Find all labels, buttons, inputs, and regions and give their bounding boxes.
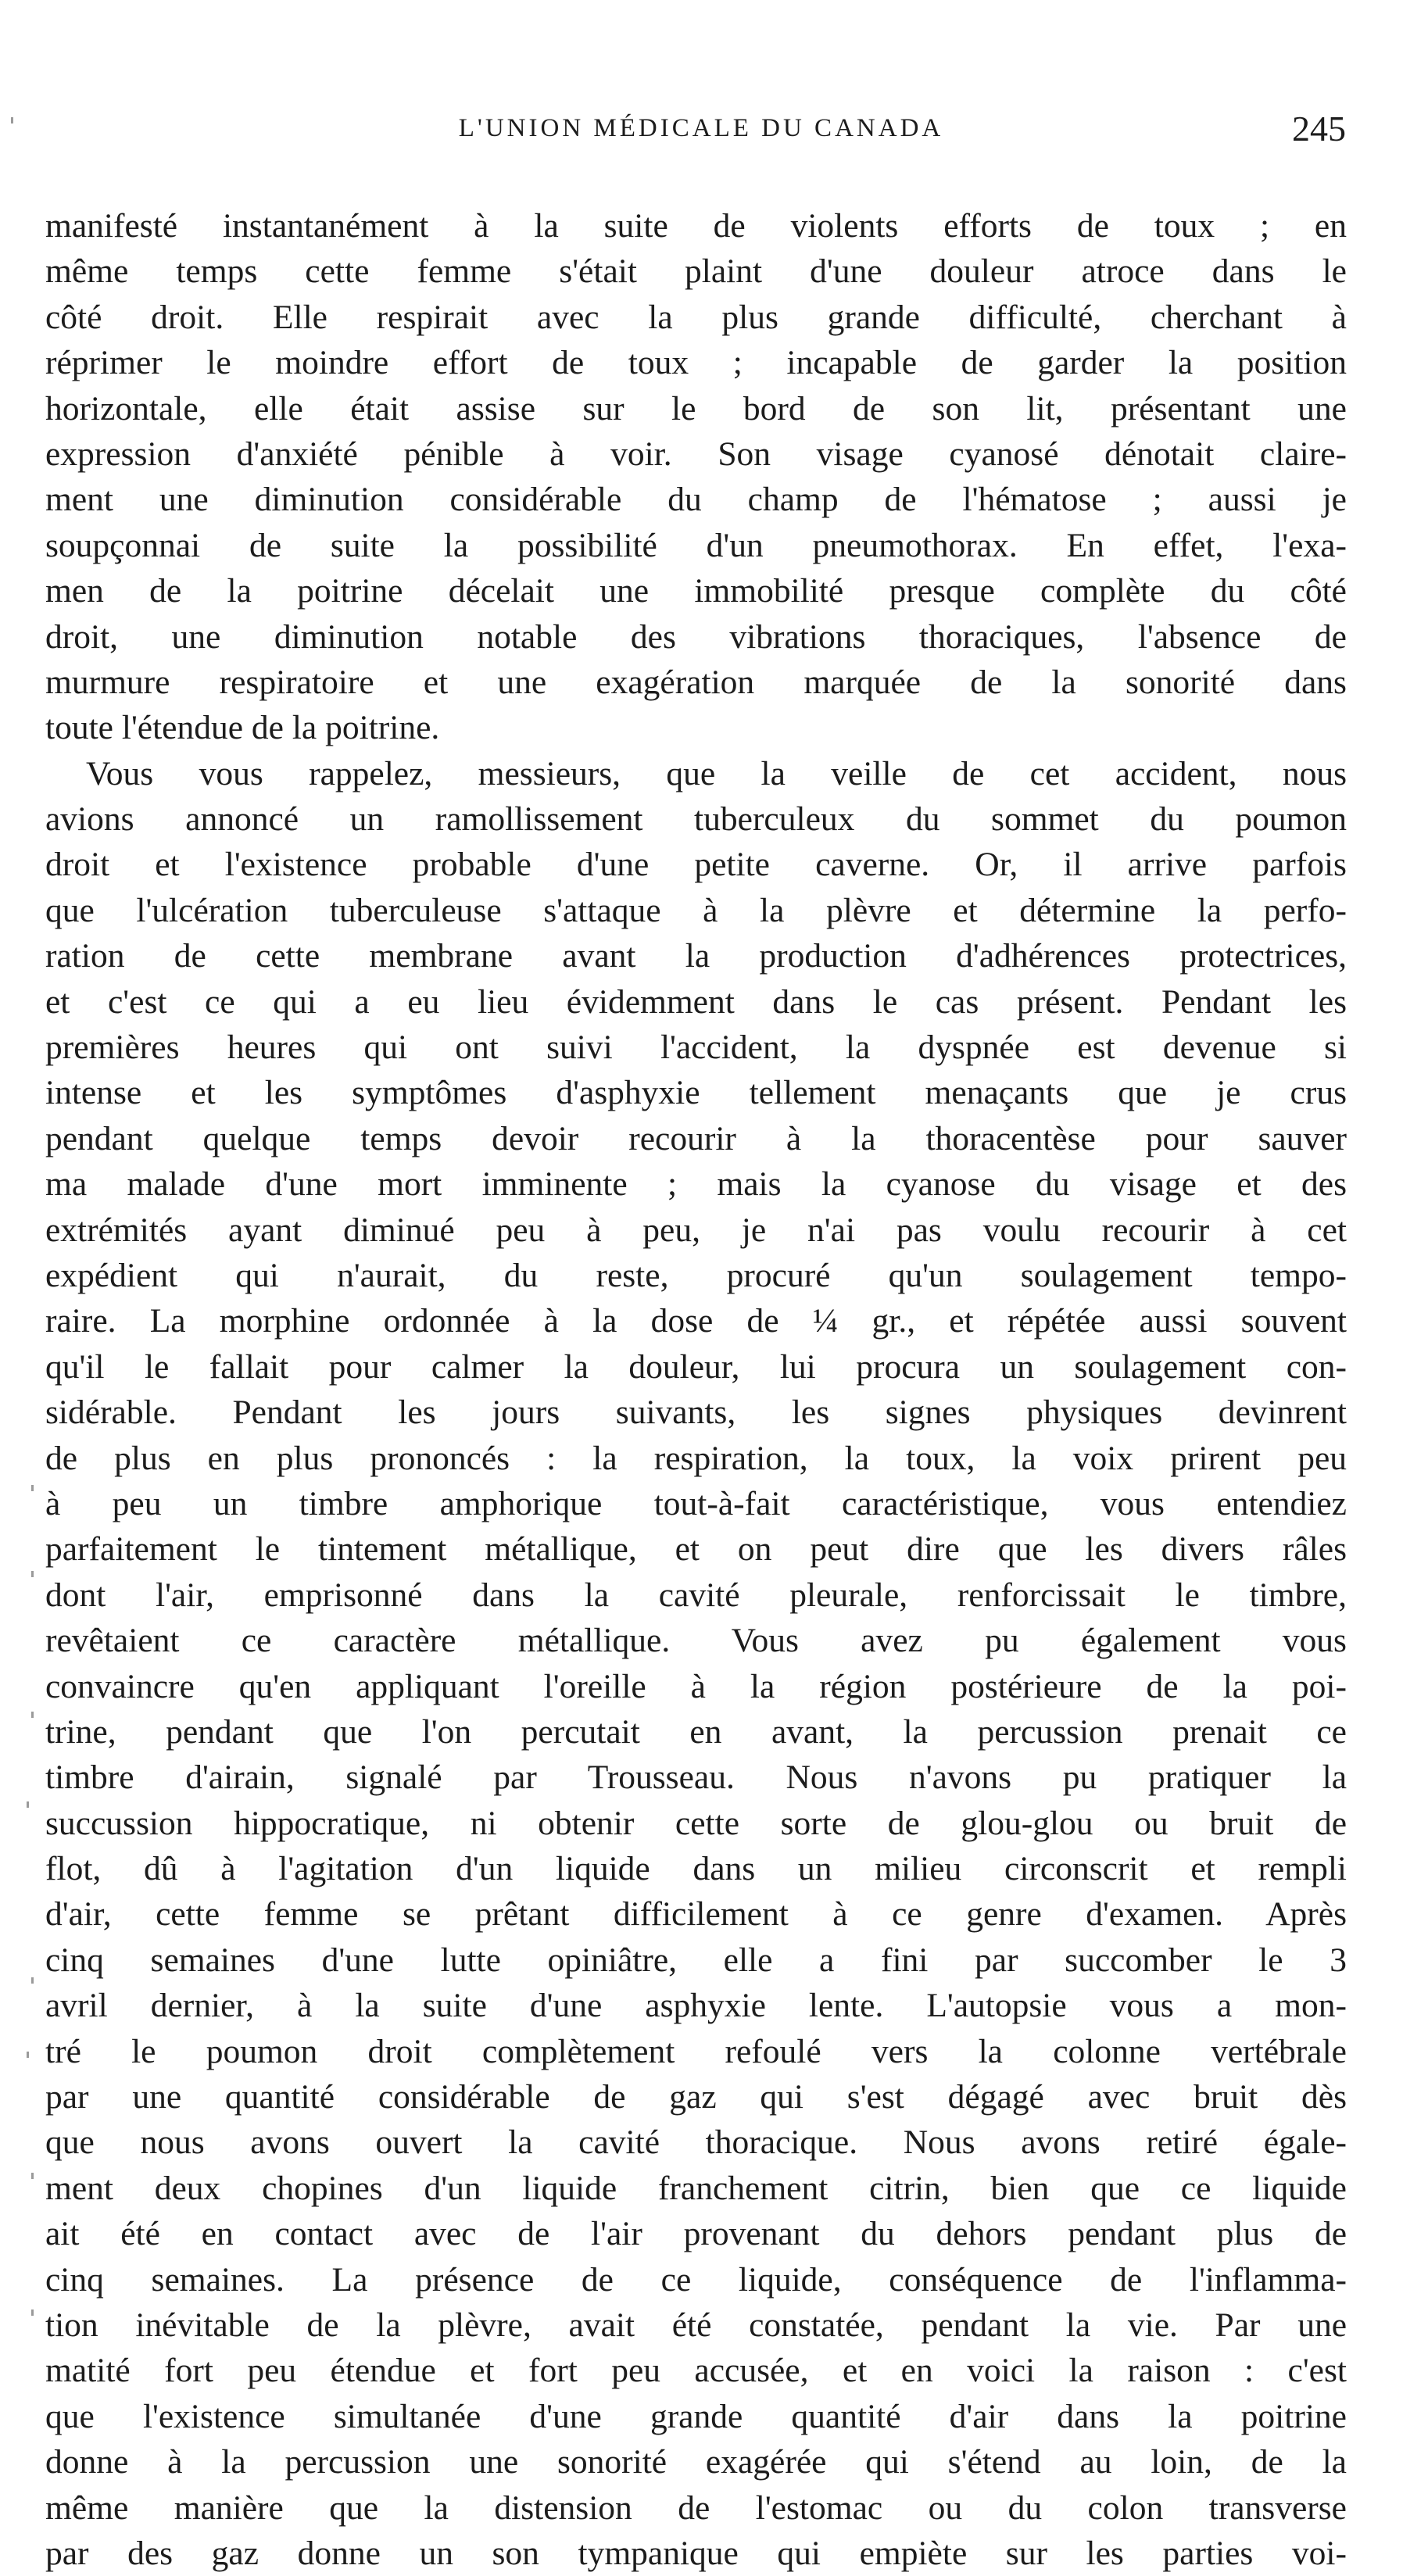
text-line: premières heures qui ont suivi l'accident, la dyspnée est devenue si (45, 1029, 1347, 1067)
paragraph-start-line: Vous vous rappelez, messieurs, que la veille de cet accident, nous (86, 754, 1347, 792)
margin-speck (31, 1712, 34, 1718)
text-line: avions annoncé un ramollissement tuberculeux du sommet du poumon (45, 800, 1347, 839)
text-line: dont l'air, emprisonné dans la cavité pleurale, renforcissait le timbre, (45, 1576, 1347, 1614)
text-line: cinq semaines. La présence de ce liquide, conséquence de l'inflamma- (45, 2260, 1347, 2299)
text-line: même manière que la distension de l'estomac ou du colon transverse (45, 2488, 1347, 2527)
page-number: 245 (1292, 109, 1346, 148)
text-line: expression d'anxiété pénible à voir. Son visage cyanosé dénotait claire- (45, 435, 1347, 473)
text-line: intense et les symptômes d'asphyxie tellement menaçants que je crus (45, 1074, 1347, 1112)
text-line: ment une diminution considérable du champ de l'hématose ; aussi je (45, 481, 1347, 519)
text-line: ait été en contact avec de l'air provenant du dehors pendant plus de (45, 2215, 1347, 2253)
text-line: sidérable. Pendant les jours suivants, les signes physiques devinrent (45, 1394, 1347, 1432)
text-line: ment deux chopines d'un liquide franchement citrin, bien que ce liquide (45, 2169, 1347, 2207)
running-title: L'UNION MÉDICALE DU CANADA (458, 114, 944, 142)
text-line: pendant quelque temps devoir recourir à la thoracentèse pour sauver (45, 1119, 1347, 1157)
text-line: droit, une diminution notable des vibrations thoraciques, l'absence de (45, 617, 1347, 656)
text-line: ration de cette membrane avant la production d'adhérences protectrices, (45, 937, 1347, 975)
text-line: succussion hippocratique, ni obtenir cette sorte de glou-glou ou bruit de (45, 1804, 1347, 1842)
text-line: tré le poumon droit complètement refoulé vers la colonne vertébrale (45, 2032, 1347, 2070)
margin-speck (31, 1485, 34, 1491)
text-line: réprimer le moindre effort de toux ; incapable de garder la position (45, 344, 1347, 382)
text-line: ma malade d'une mort imminente ; mais la cyanose du visage et des (45, 1165, 1347, 1204)
text-line: par des gaz donne un son tympanique qui empiète sur les parties voi- (45, 2534, 1347, 2572)
paragraph-end-line: toute l'étendue de la poitrine. (45, 709, 440, 747)
text-line: que l'ulcération tuberculeuse s'attaque à la plèvre et détermine la perfo- (45, 891, 1347, 929)
text-line: droit et l'existence probable d'une petite caverne. Or, il arrive parfois (45, 846, 1347, 884)
text-line: trine, pendant que l'on percutait en avant, la percussion prenait ce (45, 1712, 1347, 1751)
text-line: parfaitement le tintement métallique, et on peut dire que les divers râles (45, 1530, 1347, 1569)
margin-speck (31, 1977, 34, 1984)
text-line: côté droit. Elle respirait avec la plus grande difficulté, cherchant à (45, 298, 1347, 336)
text-line: qu'il le fallait pour calmer la douleur, lui procura un soulagement con- (45, 1347, 1347, 1386)
text-line: soupçonnai de suite la possibilité d'un pneumothorax. En effet, l'exa- (45, 526, 1347, 564)
text-line: timbre d'airain, signalé par Trousseau. Nous n'avons pu pratiquer la (45, 1758, 1347, 1797)
text-line: convaincre qu'en appliquant l'oreille à la région postérieure de la poi- (45, 1667, 1347, 1705)
text-line: donne à la percussion une sonorité exagérée qui s'étend au loin, de la (45, 2443, 1347, 2481)
text-line: par une quantité considérable de gaz qui s'est dégagé avec bruit dès (45, 2078, 1347, 2116)
margin-speck (31, 2173, 34, 2179)
text-line: men de la poitrine décelait une immobilité presque complète du côté (45, 572, 1347, 610)
margin-speck (31, 1571, 34, 1577)
text-line: matité fort peu étendue et fort peu accusée, et en voici la raison : c'est (45, 2352, 1347, 2390)
text-line: que l'existence simultanée d'une grande quantité d'air dans la poitrine (45, 2397, 1347, 2435)
page-header (56, 108, 1346, 155)
text-line: raire. La morphine ordonnée à la dose de ¼ gr., et répétée aussi souvent (45, 1302, 1347, 1340)
text-line: expédient qui n'aurait, du reste, procuré qu'un soulagement tempo- (45, 1256, 1347, 1294)
margin-speck (31, 2309, 34, 2316)
text-line: manifesté instantanément à la suite de violents efforts de toux ; en (45, 207, 1347, 245)
text-line: et c'est ce qui a eu lieu évidemment dans le cas présent. Pendant les (45, 982, 1347, 1021)
text-line: tion inévitable de la plèvre, avait été constatée, pendant la vie. Par une (45, 2306, 1347, 2344)
text-line: horizontale, elle était assise sur le bord de son lit, présentant une (45, 389, 1347, 428)
text-line: revêtaient ce caractère métallique. Vous avez pu également vous (45, 1622, 1347, 1660)
text-line: cinq semaines d'une lutte opiniâtre, elle a fini par succomber le 3 (45, 1941, 1347, 1979)
text-line: à peu un timbre amphorique tout-à-fait caractéristique, vous entendiez (45, 1484, 1347, 1522)
text-line: murmure respiratoire et une exagération marquée de la sonorité dans (45, 663, 1347, 701)
body-text (45, 203, 1347, 2576)
text-line: d'air, cette femme se prêtant difficilement à ce genre d'examen. Après (45, 1895, 1347, 1934)
text-line: de plus en plus prononcés : la respiration, la toux, la voix prirent peu (45, 1439, 1347, 1477)
text-line: extrémités ayant diminué peu à peu, je n'ai pas voulu recourir à cet (45, 1211, 1347, 1249)
text-line: avril dernier, à la suite d'une asphyxie lente. L'autopsie vous a mon- (45, 1987, 1347, 2025)
text-line: que nous avons ouvert la cavité thoracique. Nous avons retiré égale- (45, 2123, 1347, 2162)
margin-speck (27, 1801, 29, 1808)
text-line: flot, dû à l'agitation d'un liquide dans un milieu circonscrit et rempli (45, 1850, 1347, 1888)
margin-speck (11, 117, 13, 123)
margin-speck (27, 2052, 29, 2058)
text-line: même temps cette femme s'était plaint d'une douleur atroce dans le (45, 252, 1347, 291)
